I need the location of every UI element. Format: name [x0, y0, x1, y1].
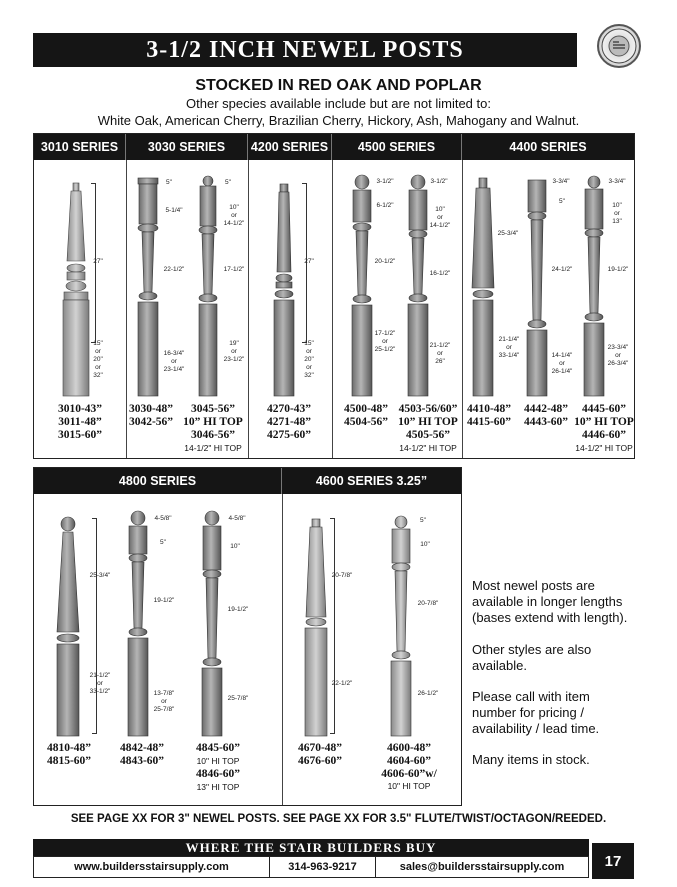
stock-heading: STOCKED IN RED OAK AND POPLAR: [195, 77, 482, 94]
note-in-stock: Many items in stock.: [472, 752, 590, 767]
species-note-line1: Other species available include but are not limited to:: [186, 96, 491, 111]
series-4400-heading: 4400 SERIES: [462, 134, 634, 160]
dim-4600-top: 5": [420, 517, 426, 524]
dim-4845-b: 19-1/2": [227, 606, 249, 613]
label-4270: 4270-43” 4271-48” 4275-60”: [266, 403, 312, 441]
dim-4200-upper: 27": [304, 258, 314, 265]
dimension-bracket: [330, 518, 335, 734]
dim-3030-a: 5-1/4": [165, 207, 183, 214]
dimension-bracket: [92, 518, 97, 734]
dim-3030-c: 16-3/4" or 23-1/4": [163, 350, 185, 373]
dim-4503-a: 10" or 14-1/2": [429, 206, 451, 229]
dim-4842-top: 4-5/8": [154, 515, 172, 522]
label-4500: 4500-48” 4504-56”: [343, 403, 389, 428]
label-4846: 4846-60”: [195, 768, 241, 780]
dim-4442-b: 24-1/2": [551, 266, 573, 273]
dim-3030-top: 5": [166, 179, 172, 186]
label-4503-sub: 14-1/2" HI TOP: [399, 443, 457, 453]
dim-4445-top: 3-3/4": [608, 178, 626, 185]
dim-3045-c: 19" or 23-1/2": [223, 340, 245, 363]
dim-3045-a: 10" or 14-1/2": [223, 204, 245, 227]
series-4800-heading: 4800 SERIES: [34, 468, 282, 494]
label-4445: 4445-60” 10” HI TOP 4446-60”: [574, 403, 634, 441]
dim-4670-upper: 20-7/8": [331, 572, 353, 579]
series-4200-heading: 4200 SERIES: [248, 134, 332, 160]
dim-4842-c: 13-7/8" or 25-7/8": [153, 690, 175, 713]
dim-3045-top: 5": [225, 179, 231, 186]
label-4810: 4810-48” 4815-60”: [46, 742, 92, 767]
dim-4442-a: 5": [559, 198, 565, 205]
dim-4842-b: 19-1/2": [153, 597, 175, 604]
label-4670: 4670-48” 4676-60”: [297, 742, 343, 767]
dim-4810-upper: 25-3/4": [89, 572, 111, 579]
dim-4442-c: 14-1/4" or 26-1/4": [551, 352, 573, 375]
label-4600-sub: 10" HI TOP: [387, 781, 431, 791]
dim-4200-lower: 15" or 20" or 32": [304, 340, 314, 379]
note-longer-lengths: Most newel posts are available in longer lengths (bases extend with length).: [472, 578, 628, 625]
label-3030: 3030-48” 3042-56”: [128, 403, 174, 428]
label-4842: 4842-48” 4843-60”: [119, 742, 165, 767]
dim-4445-c: 23-3/4" or 26-3/4": [607, 344, 629, 367]
dim-4600-b: 20-7/8": [417, 600, 439, 607]
dim-3045-b: 17-1/2": [223, 266, 245, 273]
dim-4410-lower: 21-1/4" or 33-1/4": [498, 336, 520, 359]
label-4600: 4600-48” 4604-60” 4606-60”w/: [381, 742, 437, 780]
dim-3010-lower: 15" or 20" or 32": [93, 340, 103, 379]
email-link[interactable]: sales@buildersstairsupply.com: [399, 861, 565, 873]
dim-4503-top: 3-1/2": [430, 178, 448, 185]
phone-number: 314-963-9217: [270, 857, 376, 877]
series-4500-heading: 4500 SERIES: [332, 134, 462, 160]
footer-contact: [33, 856, 589, 878]
label-3045-sub: 14-1/2" HI TOP: [184, 443, 242, 453]
dim-4445-b: 19-1/2": [607, 266, 629, 273]
series-3010-heading: 3010 SERIES: [34, 134, 126, 160]
label-3045: 3045-56” 10” HI TOP 3046-56”: [183, 403, 243, 441]
dim-3030-b: 22-1/2": [163, 266, 185, 273]
footer-brand: WHERE THE STAIR BUILDERS BUY: [33, 839, 589, 856]
dim-4442-top: 3-3/4": [552, 178, 570, 185]
made-in-usa-seal-icon: [597, 24, 641, 68]
see-page-note: SEE PAGE XX FOR 3" NEWEL POSTS. SEE PAGE XX FOR 3.5" FLUTE/TWIST/OCTAGON/REEDED.: [70, 813, 607, 825]
label-4846-sub: 13" HI TOP: [196, 782, 240, 792]
dim-4500-c: 17-1/2" or 25-1/2": [374, 330, 396, 353]
dim-4845-c: 25-7/8": [227, 695, 249, 702]
label-4845: 4845-60”: [195, 742, 241, 754]
label-4442: 4442-48” 4443-60”: [523, 403, 569, 428]
dim-4445-a: 10" or 13": [612, 202, 622, 225]
label-4445-sub: 14-1/2" HI TOP: [575, 443, 633, 453]
dim-4842-a: 5": [160, 539, 166, 546]
dim-4845-a: 10": [230, 543, 240, 550]
dim-4670-lower: 22-1/2": [331, 680, 353, 687]
note-other-styles: Other styles are also available.: [472, 642, 592, 673]
note-call-pricing: Please call with item number for pricing / availability / lead time.: [472, 689, 600, 736]
series-3030-heading: 3030 SERIES: [126, 134, 248, 160]
dim-4410-upper: 25-3/4": [497, 230, 519, 237]
dim-4845-top: 4-5/8": [228, 515, 246, 522]
dim-3010-upper: 27": [93, 258, 103, 265]
species-note-line2: White Oak, American Cherry, Brazilian Cherry, Hickory, Ash, Mahogany and Walnut.: [97, 113, 580, 128]
dim-4810-lower: 21-1/2" or 33-1/2": [89, 672, 111, 695]
label-4845-sub1: 10" HI TOP: [196, 756, 240, 766]
page-number: 17: [592, 843, 634, 879]
dim-4500-top: 3-1/2": [376, 178, 394, 185]
label-4503: 4503-56/60” 10” HI TOP 4505-56”: [398, 403, 458, 441]
website-link[interactable]: www.buildersstairsupply.com: [34, 857, 270, 877]
series-4600-heading: 4600 SERIES 3.25”: [282, 468, 461, 494]
dim-4600-a: 10": [420, 541, 430, 548]
page-title: 3-1/2 INCH NEWEL POSTS: [33, 33, 577, 67]
label-4410: 4410-48” 4415-60”: [466, 403, 512, 428]
dim-4600-c: 26-1/2": [417, 690, 439, 697]
dim-4500-a: 6-1/2": [376, 202, 394, 209]
label-3010: 3010-43” 3011-48” 3015-60”: [57, 403, 103, 441]
dim-4503-b: 16-1/2": [429, 270, 451, 277]
dim-4503-c: 21-1/2" or 26": [429, 342, 451, 365]
dim-4500-b: 20-1/2": [374, 258, 396, 265]
